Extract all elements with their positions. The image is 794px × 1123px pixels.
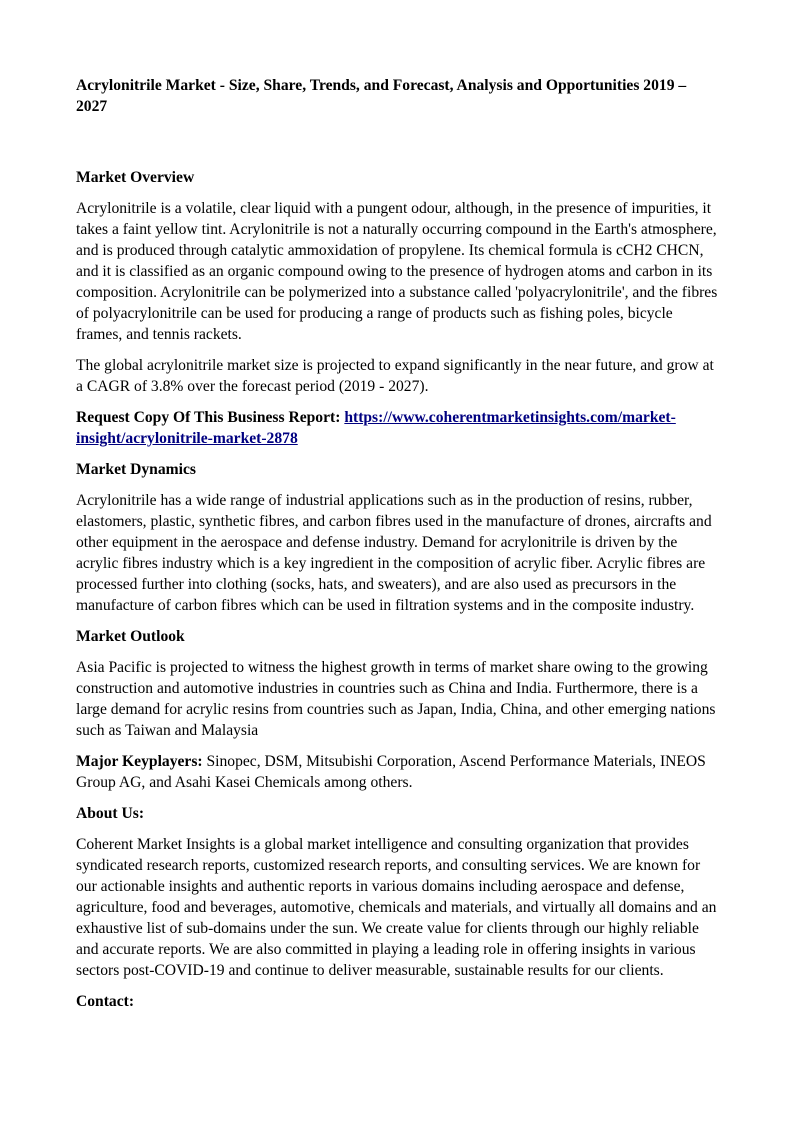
- dynamics-paragraph: Acrylonitrile has a wide range of industrial applications such as in the production of resins, rubber, elastomers, plastic, synthetic fibres, and carbon fibres used in the manufacture of drones, aircrafts and other equipment in the aerospace and defense industry. Demand for acrylonitrile is driven by the acrylic fibres industry which is a key ingredient in the composition of acrylic fiber. Acrylic fibres are processed further into clothing (socks, hats, and sweaters), and are also used as precursors in the manufacture of carbon fibres which can be used in filtration systems and in the composite industry.: [76, 492, 712, 614]
- about-us-heading: About Us:: [76, 805, 145, 822]
- cagr-paragraph: The global acrylonitrile market size is projected to expand significantly in the near future, and grow at a CAGR of 3.8% over the forecast period (2019 - 2027).: [76, 357, 714, 395]
- about-paragraph: Coherent Market Insights is a global market intelligence and consulting organization that provides syndicated research reports, customized research reports, and consulting services. We are known for our actionable insights and authentic reports in various domains including aerospace and defense, agriculture, food and beverages, automotive, chemicals and materials, and virtually all domains and an exhaustive list of sub-domains under the sun. We create value for clients through our highly reliable and accurate reports. We are also committed in playing a leading role in offering insights in various sectors post-COVID-19 and continue to deliver measurable, sustainable results for our clients.: [76, 836, 717, 979]
- request-copy-paragraph: [76, 407, 721, 449]
- contact-heading: Contact:: [76, 993, 135, 1010]
- overview-paragraph: Acrylonitrile is a volatile, clear liquid with a pungent odour, although, in the presence of impurities, it takes a faint yellow tint. Acrylonitrile is not a naturally occurring compound in the Earth's atmosphere, and is produced through catalytic ammoxidation of propylene. Its chemical formula is cCH2 CHCN, and it is classified as an organic compound owing to the presence of hydrogen atoms and carbon in its composition. Acrylonitrile can be polymerized into a substance called 'polyacrylonitrile', and the fibres of polyacrylonitrile can be used for producing a range of products such as fishing poles, bicycle frames, and tennis rackets.: [76, 200, 718, 343]
- document-page: [76, 75, 721, 1022]
- keyplayers-label: Major Keyplayers:: [76, 753, 203, 770]
- market-outlook-heading: Market Outlook: [76, 628, 185, 645]
- outlook-paragraph: Asia Pacific is projected to witness the highest growth in terms of market share owing to the growing construction and automotive industries in countries such as China and India. Furthermore, there is a large demand for acrylic resins from countries such as Japan, India, China, and other emerging nations such as Taiwan and Malaysia: [76, 659, 716, 739]
- request-copy-label: Request Copy Of This Business Report:: [76, 409, 341, 426]
- keyplayers-paragraph: [76, 751, 721, 793]
- keyplayers-text: Sinopec, DSM, Mitsubishi Corporation, Ascend Performance Materials, INEOS Group AG, and Asahi Kasei Chemicals among others.: [76, 753, 706, 791]
- report-link[interactable]: https://www.coherentmarketinsights.com/market-insight/acrylonitrile-market-2878: [76, 409, 676, 447]
- market-overview-heading: Market Overview: [76, 169, 195, 186]
- document-title: Acrylonitrile Market - Size, Share, Trends, and Forecast, Analysis and Opportunities 2019 – 2027: [76, 77, 687, 115]
- market-dynamics-heading: Market Dynamics: [76, 461, 196, 478]
